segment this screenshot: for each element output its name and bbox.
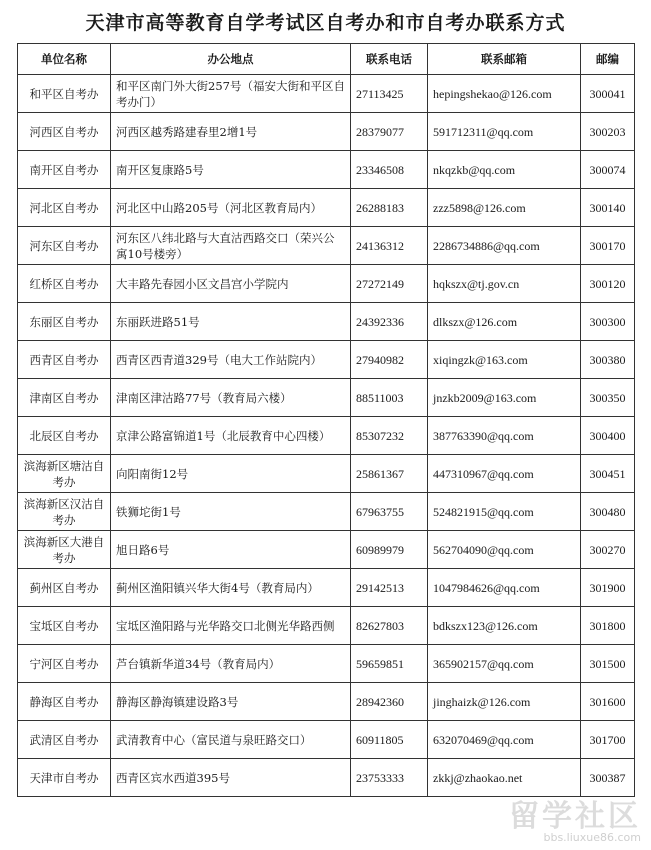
cell-address: 西青区西青道329号（电大工作站院内） [111,341,351,379]
cell-unit: 南开区自考办 [18,151,111,189]
cell-email: 447310967@qq.com [428,455,581,493]
cell-unit: 和平区自考办 [18,75,111,113]
column-header-email: 联系邮箱 [428,44,581,75]
cell-address: 芦台镇新华道34号（教育局内） [111,645,351,683]
cell-email: 387763390@qq.com [428,417,581,455]
cell-phone: 25861367 [351,455,428,493]
cell-address: 南开区复康路5号 [111,151,351,189]
cell-zip: 300270 [581,531,635,569]
cell-email: zzz5898@126.com [428,189,581,227]
cell-unit: 河北区自考办 [18,189,111,227]
cell-address: 大丰路先春园小区文昌宫小学院内 [111,265,351,303]
table-row [18,645,635,683]
cell-email: 1047984626@qq.com [428,569,581,607]
table-row [18,417,635,455]
cell-phone: 60911805 [351,721,428,759]
cell-unit: 天津市自考办 [18,759,111,797]
table-row [18,265,635,303]
cell-phone: 24136312 [351,227,428,265]
cell-unit: 静海区自考办 [18,683,111,721]
column-header-unit: 单位名称 [18,44,111,75]
cell-email: 524821915@qq.com [428,493,581,531]
cell-unit: 东丽区自考办 [18,303,111,341]
cell-zip: 300380 [581,341,635,379]
cell-email: 632070469@qq.com [428,721,581,759]
cell-phone: 67963755 [351,493,428,531]
cell-email: 2286734886@qq.com [428,227,581,265]
cell-address: 铁狮坨街1号 [111,493,351,531]
cell-unit: 滨海新区塘沽自考办 [18,455,111,493]
cell-unit: 河西区自考办 [18,113,111,151]
cell-phone: 27272149 [351,265,428,303]
cell-email: zkkj@zhaokao.net [428,759,581,797]
column-header-zip: 邮编 [581,44,635,75]
table-row [18,493,635,531]
cell-zip: 300140 [581,189,635,227]
table-row [18,303,635,341]
cell-unit: 宝坻区自考办 [18,607,111,645]
cell-phone: 29142513 [351,569,428,607]
table-row [18,75,635,113]
table-row [18,721,635,759]
cell-phone: 60989979 [351,531,428,569]
cell-address: 向阳南街12号 [111,455,351,493]
cell-zip: 301500 [581,645,635,683]
cell-phone: 59659851 [351,645,428,683]
table-row [18,379,635,417]
cell-email: xiqingzk@163.com [428,341,581,379]
cell-phone: 28942360 [351,683,428,721]
cell-address: 津南区津沽路77号（教育局六楼） [111,379,351,417]
cell-zip: 300041 [581,75,635,113]
cell-address: 旭日路6号 [111,531,351,569]
watermark [509,791,641,844]
cell-zip: 300400 [581,417,635,455]
column-header-address: 办公地点 [111,44,351,75]
cell-address: 蓟州区渔阳镇兴华大街4号（教育局内） [111,569,351,607]
cell-zip: 300480 [581,493,635,531]
cell-unit: 滨海新区汉沽自考办 [18,493,111,531]
cell-phone: 27113425 [351,75,428,113]
cell-phone: 82627803 [351,607,428,645]
table-header-row [18,44,635,75]
cell-zip: 300300 [581,303,635,341]
table-row [18,455,635,493]
cell-unit: 滨海新区大港自考办 [18,531,111,569]
cell-email: nkqzkb@qq.com [428,151,581,189]
cell-unit: 蓟州区自考办 [18,569,111,607]
contact-table [17,43,635,797]
cell-unit: 红桥区自考办 [18,265,111,303]
cell-unit: 武清区自考办 [18,721,111,759]
cell-phone: 23753333 [351,759,428,797]
cell-zip: 301700 [581,721,635,759]
cell-zip: 300074 [581,151,635,189]
table-row [18,531,635,569]
table-row [18,151,635,189]
cell-email: jinghaizk@126.com [428,683,581,721]
cell-unit: 津南区自考办 [18,379,111,417]
cell-phone: 85307232 [351,417,428,455]
cell-address: 东丽跃进路51号 [111,303,351,341]
cell-phone: 28379077 [351,113,428,151]
table-row [18,341,635,379]
cell-unit: 宁河区自考办 [18,645,111,683]
cell-address: 京津公路富锦道1号（北辰教育中心四楼） [111,417,351,455]
cell-email: bdkszx123@126.com [428,607,581,645]
cell-unit: 北辰区自考办 [18,417,111,455]
cell-zip: 300387 [581,759,635,797]
cell-email: dlkszx@126.com [428,303,581,341]
cell-address: 河东区八纬北路与大直沽西路交口（荣兴公寓10号楼旁） [111,227,351,265]
cell-zip: 300350 [581,379,635,417]
cell-email: 365902157@qq.com [428,645,581,683]
table-row [18,227,635,265]
cell-email: 562704090@qq.com [428,531,581,569]
table-row [18,189,635,227]
cell-phone: 23346508 [351,151,428,189]
cell-zip: 301900 [581,569,635,607]
cell-phone: 88511003 [351,379,428,417]
cell-address: 河西区越秀路建春里2增1号 [111,113,351,151]
cell-email: 591712311@qq.com [428,113,581,151]
cell-unit: 西青区自考办 [18,341,111,379]
column-header-phone: 联系电话 [351,44,428,75]
watermark-url: bbs.liuxue86.com [543,831,641,844]
cell-address: 西青区宾水西道395号 [111,759,351,797]
cell-address: 和平区南门外大街257号（福安大街和平区自考办门） [111,75,351,113]
cell-unit: 河东区自考办 [18,227,111,265]
cell-email: hepingshekao@126.com [428,75,581,113]
cell-phone: 24392336 [351,303,428,341]
cell-address: 河北区中山路205号（河北区教育局内） [111,189,351,227]
cell-zip: 301800 [581,607,635,645]
cell-zip: 300203 [581,113,635,151]
cell-zip: 300120 [581,265,635,303]
cell-zip: 300451 [581,455,635,493]
page-title: 天津市高等教育自学考试区自考办和市自考办联系方式 [85,12,566,34]
table-row [18,569,635,607]
table-row [18,113,635,151]
cell-address: 静海区静海镇建设路3号 [111,683,351,721]
cell-address: 武清教育中心（富民道与泉旺路交口） [111,721,351,759]
cell-email: jnzkb2009@163.com [428,379,581,417]
watermark-logo: 留学社区 [509,799,641,834]
cell-phone: 26288183 [351,189,428,227]
table-body [18,75,635,797]
cell-address: 宝坻区渔阳路与光华路交口北侧光华路西侧 [111,607,351,645]
table-row [18,607,635,645]
cell-phone: 27940982 [351,341,428,379]
cell-zip: 301600 [581,683,635,721]
cell-zip: 300170 [581,227,635,265]
table-row [18,683,635,721]
cell-email: hqkszx@tj.gov.cn [428,265,581,303]
